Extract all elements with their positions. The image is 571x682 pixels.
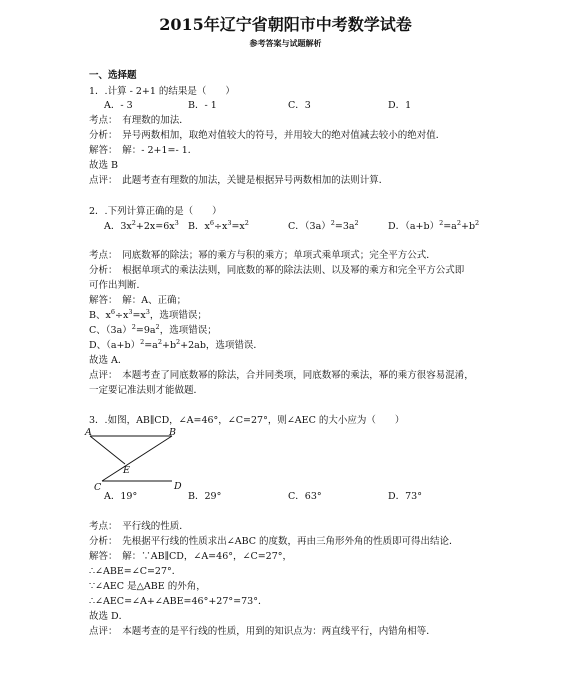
q2-dianping-1: 点评： 本题考查了同底数幂的除法，合并同类项，同底数幂的乘法，幂的乘方很容易混淆， [89,370,474,381]
page-title: 2015年辽宁省朝阳市中考数学试卷 [159,15,412,34]
q2-solution-b: B、$x^6\div x^3=x^3$，选项错误； [89,308,207,321]
page-subtitle: 参考答案与试题解析 [249,38,322,48]
q2-kaodian: 考点： 同底数幂的除法；幂的乘方与积的乘方；单项式乘单项式；完全平方公式． [89,250,436,261]
q3-option-a: A．19° [104,491,138,502]
q1-fenxi: 分析： 异号两数相加，取绝对值较大的符号，并用较大的绝对值减去较小的绝对值． [89,130,446,141]
q3-option-d: D．73° [388,491,422,502]
q3-answer: 故选 D． [89,611,129,622]
q2-option-c: C．$(3a)^2=3a^2$ [288,219,359,232]
label-point-c: C [94,482,102,493]
q3-jieda: 解答： 解：∵AB∥CD，∠A=46°，∠C=27°， [89,551,293,562]
q2-option-b: B．$x^6\div x^3=x^2$ [188,219,249,232]
q2-fenxi-1: 分析： 根据单项式的乘法法则，同底数的幂的除法法则、以及幂的乘方和完全平方公式即 [89,265,465,276]
q2-stem: 2．.下列计算正确的是（ ） [89,206,222,217]
q1-option-b: B．- 1 [188,100,217,111]
q2-dianping-2: 一定要记准法则才能做题． [89,385,204,396]
q2-jieda: 解答： 解：A、正确； [89,295,187,306]
label-point-b: B [169,427,176,438]
segment-ae [90,436,125,464]
q3-dianping: 点评： 本题考查的是平行线的性质，用到的知识点为：两直线平行，内错角相等． [89,626,436,637]
q3-geometry-figure [80,425,200,493]
q3-option-b: B．29° [188,491,222,502]
q1-jieda: 解答： 解：- 2+1=- 1． [89,145,198,156]
q2-solution-c: C、$(3a)^2=9a^2$，选项错误； [89,323,217,336]
q1-option-c: C．3 [288,100,311,111]
segment-bc [102,436,172,481]
q1-option-a: A．- 3 [104,100,133,111]
q3-stem: 3．.如图，AB∥CD，∠A=46°，∠C=27°，则∠AEC 的大小应为（ ） [89,415,405,426]
q3-fenxi: 分析： 先根据平行线的性质求出∠ABC 的度数，再由三角形外角的性质即可得出结论． [89,536,459,547]
q2-option-d: D．$(a+b)^2=a^2+b^2$ [388,219,480,232]
q2-solution-d: D、$(a+b)^2=a^2+b^2+2ab$，选项错误． [89,338,263,351]
label-point-d: D [174,481,182,492]
q3-option-c: C．63° [288,491,322,502]
q1-answer: 故选 B [89,160,119,171]
q1-dianping: 点评： 此题考查有理数的加法，关键是根据异号两数相加的法则计算． [89,175,389,186]
q3-kaodian: 考点： 平行线的性质． [89,521,189,532]
q2-answer: 故选 A． [89,355,128,366]
section-heading: 一、选择题 [89,70,137,81]
q3-step-3: ∴∠AEC=∠A+∠ABE=46°+27°=73°． [89,596,268,607]
q3-step-2: ∵∠AEC 是△ABE 的外角， [89,581,206,592]
label-point-a: A [85,427,92,438]
q1-kaodian: 考点： 有理数的加法． [89,115,189,126]
q3-step-1: ∴∠ABE=∠C=27°． [89,566,182,577]
q2-option-a: A．$3x^2+2x=6x^3$ [104,219,179,232]
q1-stem: 1．.计算 - 2+1 的结果是（ ） [89,86,235,97]
q2-fenxi-2: 可作出判断． [89,280,147,291]
q1-option-d: D．1 [388,100,412,111]
label-point-e: E [123,465,130,476]
